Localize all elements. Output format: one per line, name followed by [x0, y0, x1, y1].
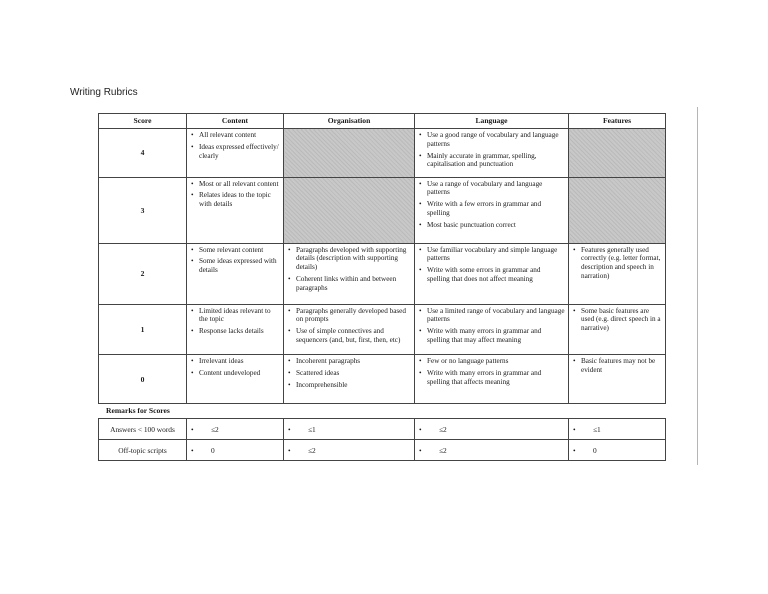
features-cell — [569, 304, 666, 355]
criterion-item: • Most basic punctuation correct — [418, 221, 565, 230]
header-language: Language — [415, 114, 569, 129]
criterion-item: • Write with many errors in grammar and spelling that affects meaning — [418, 369, 565, 387]
page-title: Writing Rubrics — [70, 87, 138, 98]
remarks-value: ≤2 — [308, 445, 316, 455]
language-cell — [415, 243, 569, 304]
criterion-item: • Use of simple connectives and sequencers (and, but, first, then, etc) — [287, 327, 411, 345]
criterion-item: • Some basic features are used (e.g. direct speech in a narrative) — [572, 307, 662, 333]
score-cell: 4 — [99, 129, 187, 178]
criterion-item: • Irrelevant ideas — [190, 357, 280, 366]
criterion-item: • Features generally used correctly (e.g. letter format, description and speech in narration) — [572, 246, 662, 281]
remarks-value: ≤2 — [439, 445, 447, 455]
criterion-item: • Response lacks details — [190, 327, 280, 336]
features-cell — [569, 243, 666, 304]
remarks-label: Off-topic scripts — [99, 440, 187, 461]
remarks-table — [98, 418, 666, 461]
remarks-value-cell: • ≤1 — [569, 419, 666, 440]
criterion-item: • Use a range of vocabulary and language patterns — [418, 180, 565, 198]
language-cell — [415, 177, 569, 243]
remarks-value: ≤1 — [593, 424, 601, 434]
criterion-item: • Limited ideas relevant to the topic — [190, 307, 280, 325]
remarks-value-cell: • ≤2 — [415, 419, 569, 440]
criterion-item: • Ideas expressed effectively/ clearly — [190, 143, 280, 161]
criterion-item: • Most or all relevant content — [190, 180, 280, 189]
criterion-item: • Use a limited range of vocabulary and language patterns — [418, 307, 565, 325]
remarks-value-cell: • ≤2 — [187, 419, 284, 440]
content-cell — [187, 355, 284, 404]
content-cell — [187, 177, 284, 243]
remarks-row — [99, 440, 666, 461]
features-cell — [569, 355, 666, 404]
remarks-title: Remarks for Scores — [106, 406, 170, 415]
content-cell — [187, 129, 284, 178]
organisation-cell — [284, 355, 415, 404]
remarks-value-cell: • 0 — [569, 440, 666, 461]
features-cell-shaded — [569, 177, 666, 243]
criterion-item: • Paragraphs developed with supporting details (description with supporting details) — [287, 246, 411, 272]
language-cell — [415, 129, 569, 178]
header-score: Score — [99, 114, 187, 129]
criterion-item: • Coherent links within and between paragraphs — [287, 275, 411, 293]
criterion-item: • Content undeveloped — [190, 369, 280, 378]
rubric-row — [99, 177, 666, 243]
criterion-item: • Write with a few errors in grammar and spelling — [418, 200, 565, 218]
criterion-item: • All relevant content — [190, 131, 280, 140]
score-cell: 1 — [99, 304, 187, 355]
rubric-row — [99, 355, 666, 404]
organisation-cell — [284, 243, 415, 304]
criterion-item: • Incomprehensible — [287, 381, 411, 390]
organisation-cell — [284, 304, 415, 355]
criterion-item: • Incoherent paragraphs — [287, 357, 411, 366]
rubric-row — [99, 129, 666, 178]
language-cell — [415, 355, 569, 404]
rubric-table — [98, 113, 666, 404]
header-content: Content — [187, 114, 284, 129]
organisation-cell-shaded — [284, 177, 415, 243]
remarks-value: 0 — [211, 445, 215, 455]
remarks-value-cell: • ≤1 — [284, 419, 415, 440]
remarks-value-cell: • ≤2 — [284, 440, 415, 461]
criterion-item: • Scattered ideas — [287, 369, 411, 378]
criterion-item: • Use familiar vocabulary and simple language patterns — [418, 246, 565, 264]
remarks-row — [99, 419, 666, 440]
language-cell — [415, 304, 569, 355]
remarks-value: 0 — [593, 445, 597, 455]
remarks-label: Answers < 100 words — [99, 419, 187, 440]
score-cell: 2 — [99, 243, 187, 304]
criterion-item: • Use a good range of vocabulary and language patterns — [418, 131, 565, 149]
criterion-item: • Write with some errors in grammar and spelling that does not affect meaning — [418, 266, 565, 284]
criterion-item: • Paragraphs generally developed based on prompts — [287, 307, 411, 325]
remarks-value-cell: • ≤2 — [415, 440, 569, 461]
rubric-header-row — [99, 114, 666, 129]
rubric-row — [99, 304, 666, 355]
content-cell — [187, 304, 284, 355]
criterion-item: • Mainly accurate in grammar, spelling, capitalisation and punctuation — [418, 152, 565, 170]
header-features: Features — [569, 114, 666, 129]
features-cell-shaded — [569, 129, 666, 178]
criterion-item: • Some relevant content — [190, 246, 280, 255]
page-edge-divider — [697, 107, 698, 465]
remarks-value: ≤2 — [211, 424, 219, 434]
header-organisation: Organisation — [284, 114, 415, 129]
criterion-item: • Basic features may not be evident — [572, 357, 662, 375]
remarks-value-cell: • 0 — [187, 440, 284, 461]
remarks-value: ≤2 — [439, 424, 447, 434]
remarks-value: ≤1 — [308, 424, 316, 434]
rubric-row — [99, 243, 666, 304]
criterion-item: • Relates ideas to the topic with details — [190, 191, 280, 209]
organisation-cell-shaded — [284, 129, 415, 178]
content-cell — [187, 243, 284, 304]
score-cell: 3 — [99, 177, 187, 243]
score-cell: 0 — [99, 355, 187, 404]
criterion-item: • Write with many errors in grammar and spelling that may affect meaning — [418, 327, 565, 345]
criterion-item: • Few or no language patterns — [418, 357, 565, 366]
criterion-item: • Some ideas expressed with details — [190, 257, 280, 275]
